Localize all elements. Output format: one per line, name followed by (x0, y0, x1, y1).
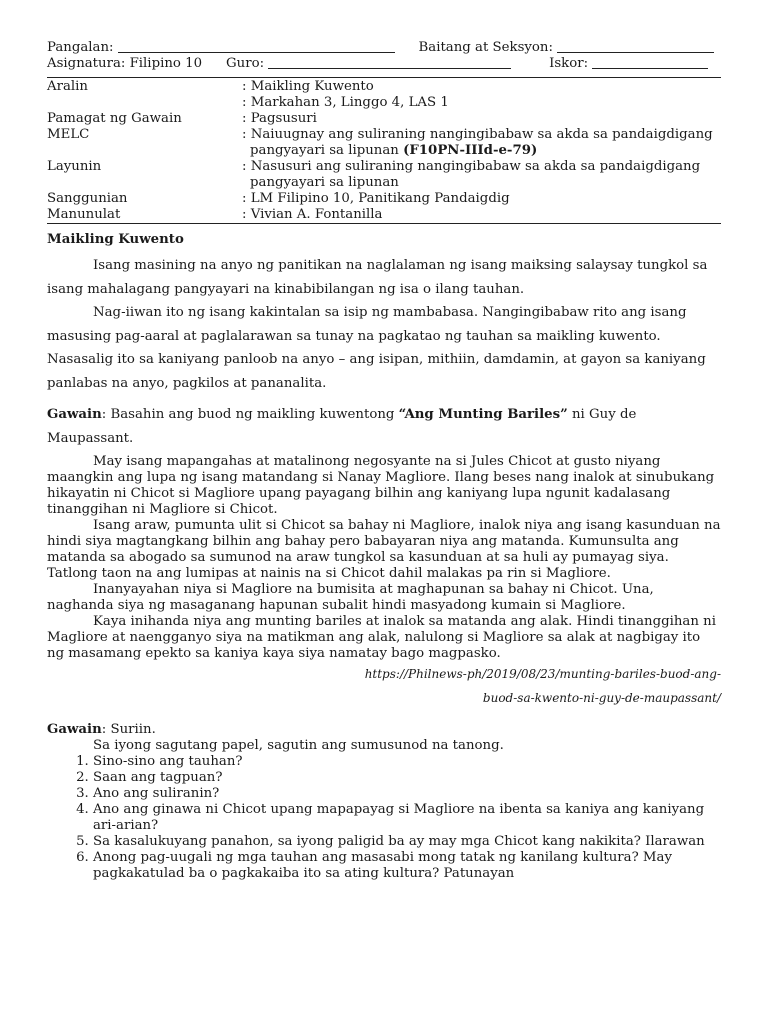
intro-paragraph-2: Nag-iiwan ito ng isang kakintalan sa isip ng mambabasa. Nangingibabaw rito ang isang masusing pag-aaral at paglalarawan sa tunay na pagkatao ng tauhan sa maikling kuwento. Nasasalig ito sa kaniyang panloob na anyo – ang isipan, mithiin, damdamin, at gayon sa kaniyang panlabas na anyo, pagkilos at pananalita. (47, 305, 706, 391)
meta-value: : Vivian A. Fontanilla (242, 207, 383, 222)
question-item: 5. Sa kasalukuyang panahon, sa iyong paligid ba ay may mga Chicot kang nakikita? Ilarawan (93, 834, 721, 850)
story-paragraph: May isang mapangahas at matalinong negosyante na si Jules Chicot at gusto niyang maangkin ang lupa ng isang matandang si Nanay Magliore. Ilang beses nang inalok at sinubukang hikayatin ni Chicot si Magliore upang payagang bilhin ang kaniyang lupa ngunit kadalasang tinanggihan ni Magliore si Chicot. (47, 454, 715, 517)
story-paragraph: Isang araw, pumunta ulit si Chicot sa bahay ni Magliore, inalok niya ang isang kasunduan na hindi siya magtangkang bilhin ang bahay pero babayaran niya ang matanda. Kumunsulta ang matanda sa abogado sa sumunod na araw tungkol sa kasunduan at sa huli ay pumayag siya. Tatlong taon na ang lumipas at nainis na si Chicot dahil malakas pa rin si Magliore. (47, 518, 721, 581)
meta-value (242, 127, 721, 159)
meta-label (47, 95, 230, 111)
score-blank[interactable] (592, 56, 708, 69)
question-item: 3. Ano ang suliranin? (93, 786, 721, 802)
meta-label: Manunulat (47, 207, 121, 222)
story-paragraph: Inanyayahan niya si Magliore na bumisita at maghapunan sa bahay ni Chicot. Una, naghanda siya ng masaganang hapunan subalit hindi masyadong kumain si Magliore. (47, 582, 654, 613)
question-item: 2. Saan ang tagpuan? (93, 770, 721, 786)
meta-label: Layunin (47, 159, 102, 174)
grade-label: Baitang at Seksyon: (418, 40, 553, 55)
gawain-1 (47, 403, 721, 450)
source-line-2: buod-sa-kwento-ni-guy-de-maupassant/ (482, 691, 721, 705)
source-line-1: https://Philnews-ph/2019/08/23/munting-bariles-buod-ang- (364, 667, 721, 681)
layunin-line-2: pangyayari sa lipunan (250, 175, 399, 190)
gawain-2 (47, 722, 721, 738)
gawain-1-label: Gawain (47, 407, 102, 422)
meta-divider (47, 223, 721, 224)
question-item: 1. Sino-sino ang tauhan? (93, 754, 721, 770)
gawain-2-text: : Suriin. (101, 722, 156, 737)
gawain-2-instruction: Sa iyong sagutang papel, sagutin ang sumusunod na tanong. (93, 738, 504, 753)
meta-value: : Pagsusuri (242, 111, 317, 126)
gawain-2-label: Gawain (47, 722, 102, 737)
melc-line-1: : Naiuugnay ang suliraning nangingibabaw sa akda sa pandaigdigang (242, 127, 713, 142)
meta-value: : LM Filipino 10, Panitikang Pandaigdig (242, 191, 510, 206)
melc-line-2: pangyayari sa lipunan (250, 143, 399, 158)
meta-label: Aralin (47, 79, 88, 94)
question-item: 4. Ano ang ginawa ni Chicot upang mapapayag si Magliore na ibenta sa kaniya ang kaniyang ari-arian? (93, 802, 721, 834)
meta-label: Sanggunian (47, 191, 128, 206)
lesson-info (47, 79, 721, 223)
meta-value: : Markahan 3, Linggo 4, LAS 1 (242, 95, 449, 110)
story-title: “Ang Munting Bariles” (398, 407, 568, 422)
story-summary (47, 454, 721, 662)
teacher-label: Guro: (226, 56, 265, 71)
header-divider (47, 77, 721, 78)
section-title: Maikling Kuwento (47, 232, 184, 247)
header-row-2 (47, 56, 721, 72)
layunin-line-1: : Nasusuri ang suliraning nangingibabaw sa akda sa pandaigdigang (242, 159, 701, 174)
story-paragraph: Kaya inihanda niya ang munting bariles at inalok sa matanda ang alak. Hindi tinanggihan ni Magliore at naengganyo siya na matikman ang alak, nalulong si Magliore sa alak at nagbigay ito ng masamang epekto sa kaniya kaya siya namatay bago magpasko. (47, 614, 716, 661)
question-item: 6. Anong pag-uugali ng mga tauhan ang masasabi mong tatak ng kanilang kultura? May pagkakatulad ba o pagkakaiba ito sa ating kultura? Patunayan (93, 850, 721, 882)
meta-label: MELC (47, 127, 90, 142)
subject-label: Asignatura: Filipino 10 (47, 56, 203, 71)
meta-label: Pamagat ng Gawain (47, 111, 182, 126)
header-row-1 (47, 40, 721, 56)
name-blank[interactable] (118, 40, 395, 53)
name-label: Pangalan: (47, 40, 114, 55)
score-label: Iskor: (549, 56, 589, 71)
intro-paragraph-1: Isang masining na anyo ng panitikan na naglalaman ng isang maiksing salaysay tungkol sa isang mahalagang pangyayari na kinabibilangan ng isa o ilang tauhan. (47, 258, 708, 297)
melc-code: (F10PN-IIId-e-79) (403, 143, 538, 158)
gawain-1-author: ni Guy de Maupassant. (47, 407, 637, 446)
source-citation (47, 662, 721, 710)
worksheet-page (47, 40, 721, 882)
grade-blank[interactable] (557, 40, 714, 53)
meta-value (242, 159, 721, 191)
question-list (47, 754, 721, 882)
gawain-1-text: : Basahin ang buod ng maikling kuwentong (101, 407, 399, 422)
meta-value: : Maikling Kuwento (242, 79, 374, 94)
teacher-blank[interactable] (268, 56, 511, 69)
